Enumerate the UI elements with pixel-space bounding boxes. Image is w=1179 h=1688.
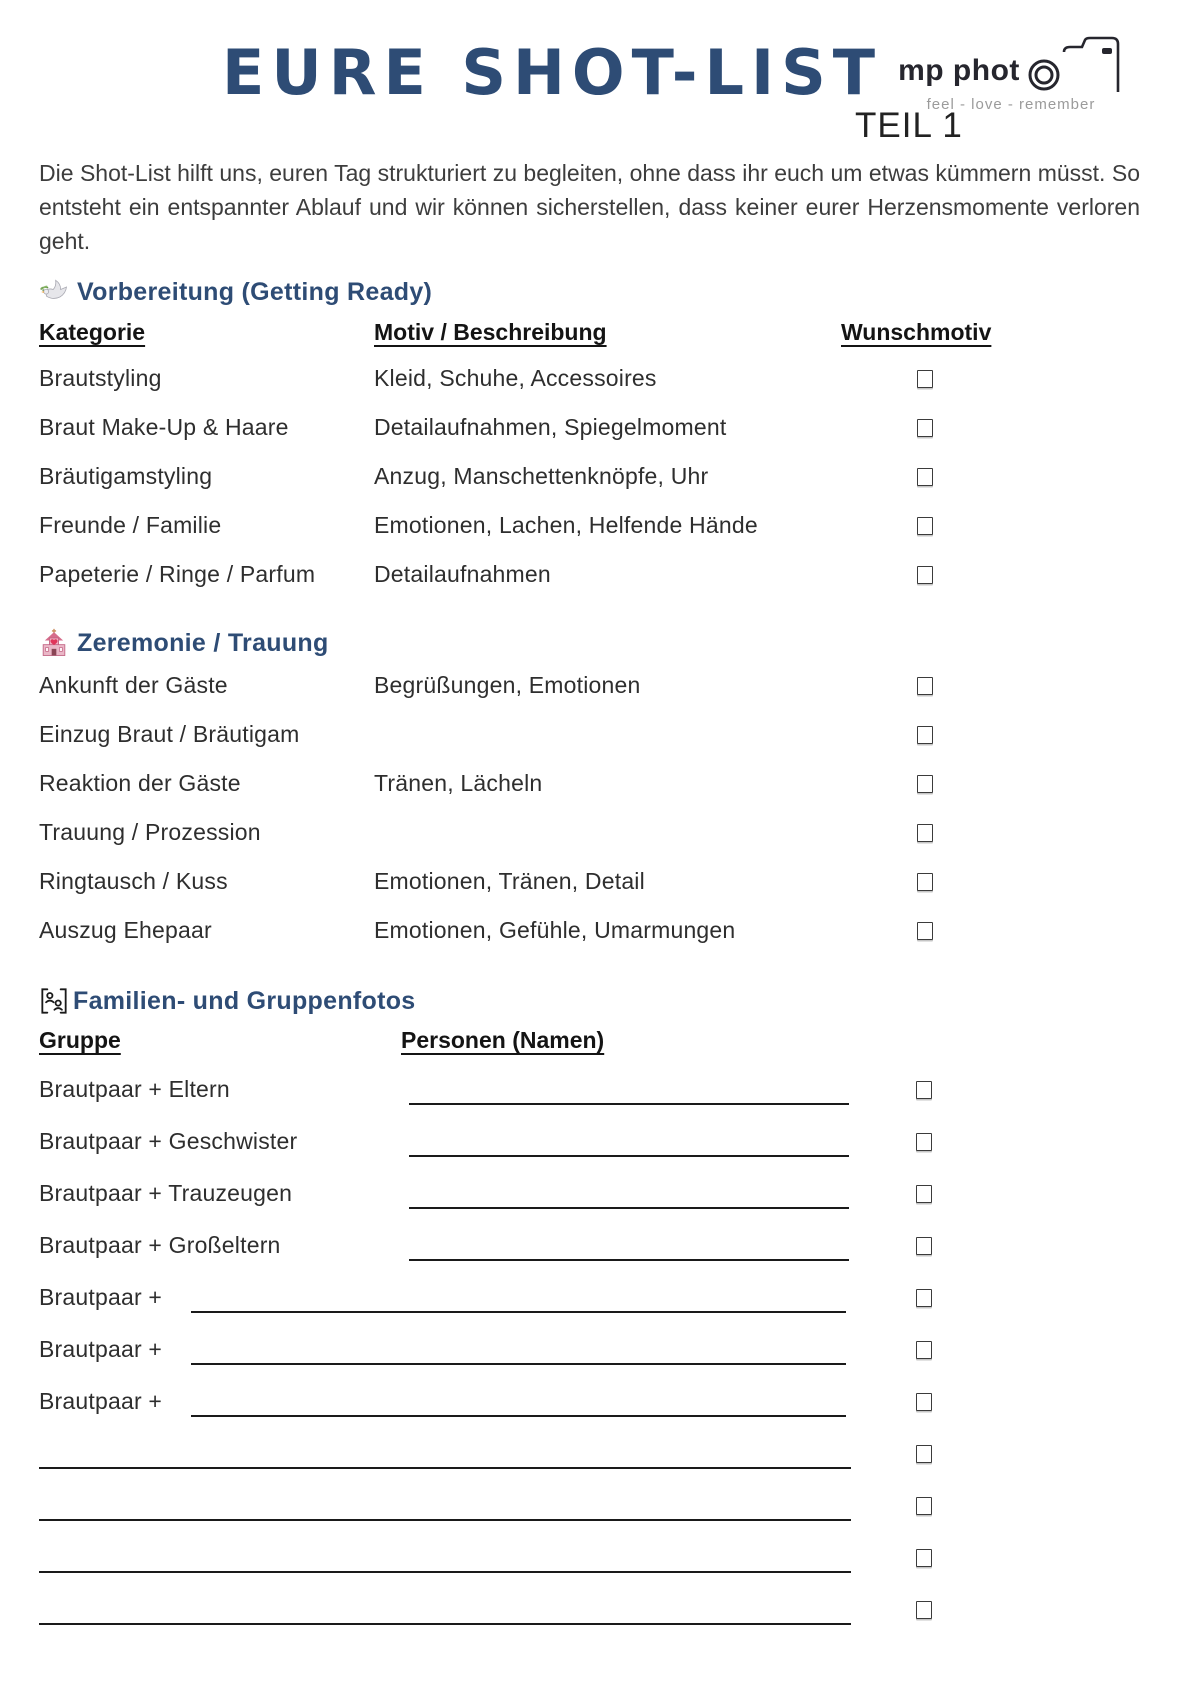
brand-tagline: feel - love - remember (926, 96, 1096, 113)
group-row (39, 1269, 1140, 1321)
names-fill-line[interactable] (39, 1623, 851, 1625)
wunschmotiv-checkbox[interactable] (917, 468, 933, 486)
category-cell: Braut Make-Up & Haare (39, 414, 289, 440)
group-checkbox[interactable] (916, 1133, 932, 1151)
group-row (39, 1321, 1140, 1373)
group-cell: Brautpaar + (39, 1284, 163, 1310)
motif-cell: Tränen, Lächeln (374, 770, 543, 796)
group-row (39, 1529, 1140, 1581)
group-checkbox[interactable] (916, 1497, 932, 1515)
motif-cell: Emotionen, Lachen, Helfende Hände (374, 512, 758, 538)
names-fill-line[interactable] (39, 1467, 851, 1469)
wunschmotiv-checkbox[interactable] (917, 517, 933, 535)
brand-name: mp phot (898, 54, 1020, 87)
group-checkbox[interactable] (916, 1393, 932, 1411)
document-header (39, 0, 1140, 150)
category-cell: Ringtausch / Kuss (39, 868, 228, 894)
table-row (39, 710, 1140, 759)
wunschmotiv-checkbox[interactable] (917, 824, 933, 842)
group-cell: Brautpaar + Eltern (39, 1076, 230, 1102)
names-fill-line[interactable] (409, 1155, 849, 1157)
section-title: Zeremonie / Trauung (77, 628, 329, 657)
names-fill-line[interactable] (39, 1519, 851, 1521)
table-row (39, 550, 1140, 599)
church-icon (39, 628, 69, 658)
category-cell: Trauung / Prozession (39, 819, 261, 845)
wunschmotiv-checkbox[interactable] (917, 566, 933, 584)
section-zeremonie (39, 625, 1140, 955)
category-cell: Ankunft der Gäste (39, 672, 228, 698)
category-cell: Bräutigamstyling (39, 463, 213, 489)
group-checkbox[interactable] (916, 1601, 932, 1619)
page-title: EURE SHOT-LIST (222, 36, 883, 109)
group-row (39, 1477, 1140, 1529)
intro-paragraph: Die Shot-List hilft uns, euren Tag strukturiert zu begleiten, ohne dass ihr euch um etwas kümmern müsst. So entsteht ein entspannter Ablauf und wir können sicherstellen, dass keiner eurer Herzensmomente verloren geht. (39, 160, 1140, 254)
part-label: TEIL 1 (855, 106, 963, 145)
table-row (39, 857, 1140, 906)
group-checkbox[interactable] (916, 1289, 932, 1307)
motif-cell: Detailaufnahmen, Spiegelmoment (374, 414, 727, 440)
category-cell: Freunde / Familie (39, 512, 222, 538)
section-title: Vorbereitung (Getting Ready) (77, 277, 433, 306)
group-row (39, 1425, 1140, 1477)
column-wunschmotiv: Wunschmotiv (841, 318, 992, 345)
group-cell: Brautpaar + (39, 1388, 163, 1414)
group-row (39, 1217, 1140, 1269)
motif-cell: Detailaufnahmen (374, 561, 551, 587)
column-kategorie: Kategorie (39, 318, 146, 345)
category-cell: Auszug Ehepaar (39, 917, 212, 943)
wunschmotiv-checkbox[interactable] (917, 775, 933, 793)
table-header-row (39, 310, 1140, 354)
group-cell: Brautpaar + Geschwister (39, 1128, 298, 1154)
group-row (39, 1061, 1140, 1113)
table-row (39, 354, 1140, 403)
names-fill-line[interactable] (409, 1103, 849, 1105)
table-row (39, 759, 1140, 808)
names-fill-line[interactable] (191, 1311, 846, 1313)
wunschmotiv-checkbox[interactable] (917, 726, 933, 744)
motif-cell: Anzug, Manschettenknöpfe, Uhr (374, 463, 709, 489)
wunschmotiv-checkbox[interactable] (917, 419, 933, 437)
category-cell: Papeterie / Ringe / Parfum (39, 561, 316, 587)
group-cell: Brautpaar + Trauzeugen (39, 1180, 293, 1206)
brand-logo (876, 36, 1146, 113)
group-cell: Brautpaar + (39, 1336, 163, 1362)
table-header-row (39, 1019, 1140, 1061)
column-gruppe: Gruppe (39, 1026, 121, 1053)
family-icon (39, 986, 69, 1016)
category-cell: Einzug Braut / Bräutigam (39, 721, 300, 747)
table-row (39, 661, 1140, 710)
table-row (39, 452, 1140, 501)
category-cell: Reaktion der Gäste (39, 770, 241, 796)
group-checkbox[interactable] (916, 1185, 932, 1203)
group-cell: Brautpaar + Großeltern (39, 1232, 281, 1258)
table-row (39, 808, 1140, 857)
table-row (39, 501, 1140, 550)
group-checkbox[interactable] (916, 1237, 932, 1255)
section-vorbereitung (39, 274, 1140, 599)
table-row (39, 403, 1140, 452)
motif-cell: Emotionen, Gefühle, Umarmungen (374, 917, 736, 943)
section-gruppenfotos (39, 983, 1140, 1633)
dove-icon (39, 277, 69, 307)
wunschmotiv-checkbox[interactable] (917, 677, 933, 695)
group-row (39, 1581, 1140, 1633)
group-checkbox[interactable] (916, 1445, 932, 1463)
column-motiv: Motiv / Beschreibung (374, 318, 607, 345)
group-row (39, 1113, 1140, 1165)
category-cell: Brautstyling (39, 365, 162, 391)
group-checkbox[interactable] (916, 1549, 932, 1567)
wunschmotiv-checkbox[interactable] (917, 370, 933, 388)
motif-cell: Kleid, Schuhe, Accessoires (374, 365, 657, 391)
names-fill-line[interactable] (409, 1259, 849, 1261)
camera-body-icon (1062, 36, 1124, 94)
wunschmotiv-checkbox[interactable] (917, 922, 933, 940)
motif-cell: Begrüßungen, Emotionen (374, 672, 641, 698)
group-checkbox[interactable] (916, 1341, 932, 1359)
camera-lens-icon (1022, 50, 1066, 94)
table-row (39, 906, 1140, 955)
group-row (39, 1373, 1140, 1425)
column-personen: Personen (Namen) (401, 1026, 605, 1053)
motif-cell: Emotionen, Tränen, Detail (374, 868, 645, 894)
names-fill-line[interactable] (409, 1207, 849, 1209)
group-checkbox[interactable] (916, 1081, 932, 1099)
section-title: Familien- und Gruppenfotos (73, 986, 416, 1015)
names-fill-line[interactable] (39, 1571, 851, 1573)
names-fill-line[interactable] (191, 1415, 846, 1417)
group-row (39, 1165, 1140, 1217)
wunschmotiv-checkbox[interactable] (917, 873, 933, 891)
names-fill-line[interactable] (191, 1363, 846, 1365)
